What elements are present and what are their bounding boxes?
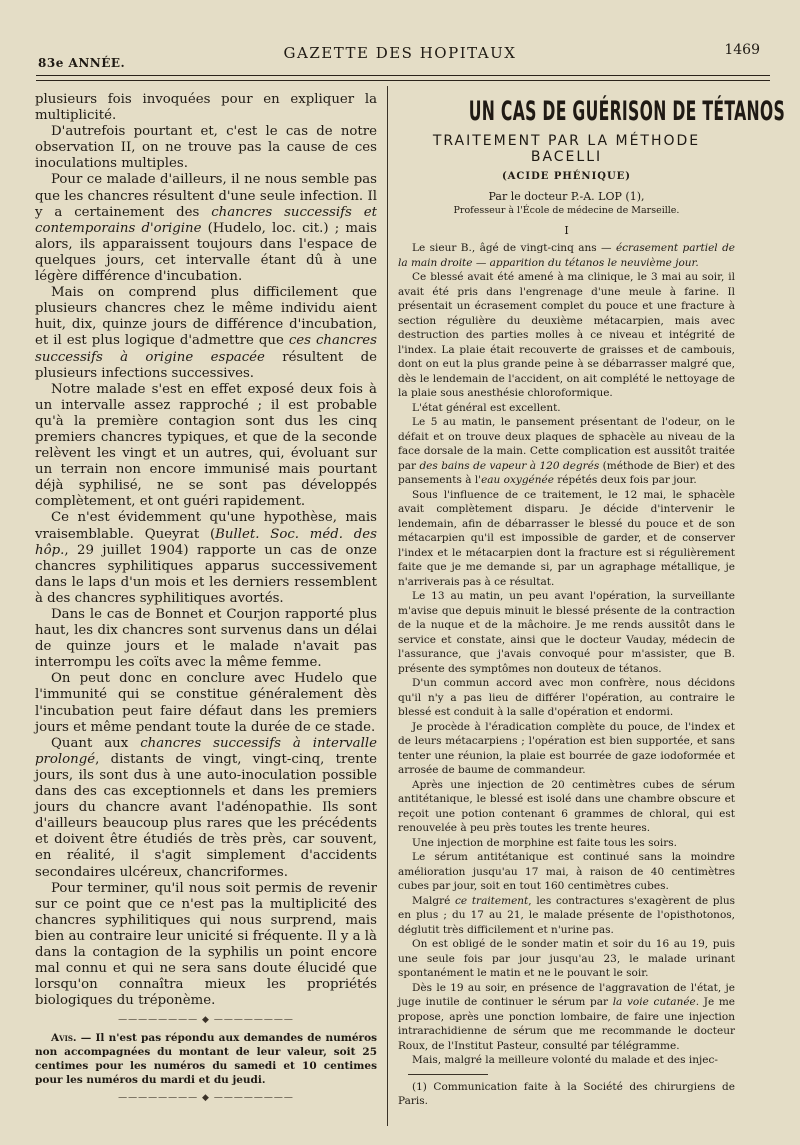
paragraph: Le sérum antitétanique est continué sans la moindre amélioration jusqu'au 17 mai, à raison de 40 centimètres cubes par jour, soit en tout 160 centimètres cubes. <box>398 851 735 892</box>
paragraph: On peut donc en conclure avec Hudelo que l'immunité qui se constitue généralement dès l'incubation peut faire défaut dans les premiers jours et même pendant toute la durée de ce stade. <box>35 671 377 735</box>
ornament-divider: ———————— ◆ ———————— <box>118 1015 294 1026</box>
footnote-rule <box>408 1074 488 1075</box>
paragraph: Ce n'est évidemment qu'une hypothèse, mais vraisemblable. Queyrat (Bullet. Soc. méd. des hôp., 29 juillet 1904) rapporte un cas de onze chancres syphilitiques apparus successivement dans le laps d'un mois et les derniers ressemblent à des chancres syphilitiques avortés. <box>35 510 377 606</box>
paragraph: Malgré ce traitement, les contractures s'exagèrent de plus en plus ; du 17 au 21, le malade présente de l'opisthotonos, déglutit très difficilement et n'urine pas. <box>398 894 736 936</box>
paragraph: On est obligé de le sonder matin et soir du 16 au 19, puis une seule fois par jour jusqu'au 23, le malade urinant spontanément le matin et ne le pouvant le soir. <box>398 938 735 979</box>
footnote: (1) Communication faite à la Société des chirurgiens de Paris. <box>398 1080 735 1107</box>
paragraph: Notre malade s'est en effet exposé deux fois à un intervalle assez rapproché ; il est probable qu'à la première contagion sont dus les cinq premiers chancres typiques, et que de la seconde relèvent les vingt et un autres, qui, évoluant sur un terrain non encore immunisé mais pourtant déjà syphilisé, ne se sont pas développés complètement, et ont guéri rapidement. <box>35 381 377 510</box>
author-title: Professeur à l'École de médecine de Marseille. <box>453 205 680 216</box>
paragraph: Dès le 19 au soir, en présence de l'aggravation de l'état, je juge inutile de continuer le sérum par la voie cutanée. Je me propose, après une ponction lombaire, de faire une injection intrarachidienne de sérum que me recommande le docteur Roux, de l'Institut Pasteur, consulté par télégramme. <box>398 981 735 1052</box>
paragraph: Le 13 au matin, un peu avant l'opération, la surveillante m'avise que depuis minuit le blessé présente de la contraction de la nuque et de la mâchoire. Je me rends aussitôt dans le service et constate, ainsi que le docteur Vauday, médecin de l'assurance, que j'avais convoqué pour m'assister, que B. présente des symptômes non douteux de tétanos. <box>398 590 735 675</box>
author-line: Par le docteur P.-A. LOP (1), <box>488 190 645 203</box>
paragraph: Le sieur B., âgé de vingt-cinq ans — écrasement partiel de la main droite — apparition du tétanos le neuvième jour. <box>398 242 735 269</box>
paragraph: Mais, malgré la meilleure volonté du malade et des injec- <box>412 1054 718 1066</box>
left-column <box>35 92 378 1104</box>
paragraph: Pour ce malade d'ailleurs, il ne nous semble pas que les chancres résultent d'une seule infection. Il y a certainement des chancres successifs et contemporains d'origine (Hudelo, loc. cit.) ; mais alors, ils apparaissent toujours dans l'espace de quelques jours, cet intervalle étant dû à une légère différence d'incubation. <box>35 172 378 285</box>
paragraph: plusieurs fois invoquées pour en expliquer la multiplicité. <box>35 92 377 124</box>
publication-title: GAZETTE DES HOPITAUX <box>283 44 517 62</box>
paragraph: Dans le cas de Bonnet et Courjon rapporté plus haut, les dix chancres sont survenus dans un délai de quinze jours et le malade n'avait pas interrompu les coïts avec la même femme. <box>35 607 377 671</box>
paragraph: Quant aux chancres successifs à intervalle prolongé, distants de vingt, vingt-cinq, trente jours, ils sont dus à une auto-inoculation possible dans des cas exceptionnels et dans les premiers jours du chancre avant l'adénopathie. Ils sont d'ailleurs beaucoup plus rares que les précédents et doivent être étudiés de très près, car souvent, en réalité, il s'agit simplement d'accidents secondaires ulcéreux, chancriformes. <box>35 735 377 880</box>
paragraph: Après une injection de 20 centimètres cubes de sérum antitétanique, le blessé est isolé dans une chambre obscure et reçoit une potion contenant 6 grammes de chloral, qui est renouvelée à peu près toutes les trente heures. <box>398 778 735 834</box>
paragraph: Mais on comprend plus difficilement que plusieurs chancres chez le même individu aient huit, dix, quinze jours de différence d'incubation, et il est plus logique d'admettre que ces chancres successifs à origine espacée résultent de plusieurs infections successives. <box>35 285 377 381</box>
year-label: 83e ANNÉE. <box>38 56 126 70</box>
ornament-divider: ———————— ◆ ———————— <box>118 1093 294 1104</box>
paragraph: D'un commun accord avec mon confrère, nous décidons qu'il n'y a pas lieu de différer l'opération, au contraire le blessé est conduit à la salle d'opération et endormi. <box>398 677 735 718</box>
paragraph: Je procède à l'éradication complète du pouce, de l'index et de leurs métacarpiens ; l'opération est bien supportée, et sans tenter une réunion, la plaie est bourrée de gaze iodoformée et arrosée de baume de commandeur. <box>398 720 735 776</box>
notice: Avis. — Il n'est pas répondu aux demandes de numéros non accompagnées du montant de leur valeur, soit 25 centimes pour les numéros du samedi et 10 centimes pour les numéros du mardi et du jeudi. <box>35 1032 377 1087</box>
paragraph: D'autrefois pourtant et, c'est le cas de notre observation II, on ne trouve pas la cause de ces inoculations multiples. <box>35 124 377 172</box>
paragraph: Pour terminer, qu'il nous soit permis de revenir sur ce point que ce n'est pas la multiplicité des chancres syphilitiques qui nous surprend, mais bien au contraire leur unicité si fréquente. Il y a là dans la contagion de la syphilis un point encore mal connu et qui ne sera sans doute élucidé que lorsqu'on connaîtra mieux les propriétés biologiques du tréponème. <box>35 880 377 1009</box>
paragraph: L'état général est excellent. <box>412 401 561 414</box>
right-column <box>398 94 786 1124</box>
paragraph: Sous l'influence de ce traitement, le 12 mai, le sphacèle avait complètement disparu. Je décide d'intervenir le lendemain, afin de débarrasser le blessé du pouce et de son métacarpien qu'il est impossible de garder, et de conserver l'index et le métacarpien dont la fracture est si régulièrement faite que je me demande si, par un agraphage métallique, je n'arriverais pas à ce résultat. <box>398 488 735 588</box>
header-rule-thin <box>36 80 770 81</box>
paragraph: Une injection de morphine est faite tous les soirs. <box>412 836 677 849</box>
article-subtitle: TRAITEMENT PAR LA MÉTHODE BACELLI <box>432 133 701 165</box>
paragraph: Ce blessé avait été amené à ma clinique, le 3 mai au soir, il avait été pris dans l'engrenage d'une meule à farine. Il présentait un écrasement complet du pouce et une fracture à section régulière du deuxième métacarpien, mais avec destruction des parties molles à ce niveau et intégrité de l'index. La plaie était recouverte de graisses et de cambouis, dont on eut la plus grande peine à se débarrasser malgré que, dès le lendemain de l'accident, on ait complété le nettoyage de la plaie sous anesthésie chloroformique. <box>398 271 735 399</box>
article-subtitle-acid: (ACIDE PHÉNIQUE) <box>501 171 632 182</box>
page-number: 1469 <box>724 42 760 58</box>
section-number: I <box>564 224 569 237</box>
article-title: UN CAS DE GUÉRISON DE TÉTANOS <box>468 96 786 127</box>
paragraph: Le 5 au matin, le pansement présentant de l'odeur, on le défait et on trouve deux plaques de sphacèle au niveau de la face dorsale de la main. Cette complication est aussitôt traitée par des bains de vapeur à 120 degrés (méthode de Bier) et des pansements à l'eau oxygénée répétés deux fois par jour. <box>398 416 735 486</box>
header-rule <box>36 75 770 76</box>
column-divider <box>387 86 388 1126</box>
